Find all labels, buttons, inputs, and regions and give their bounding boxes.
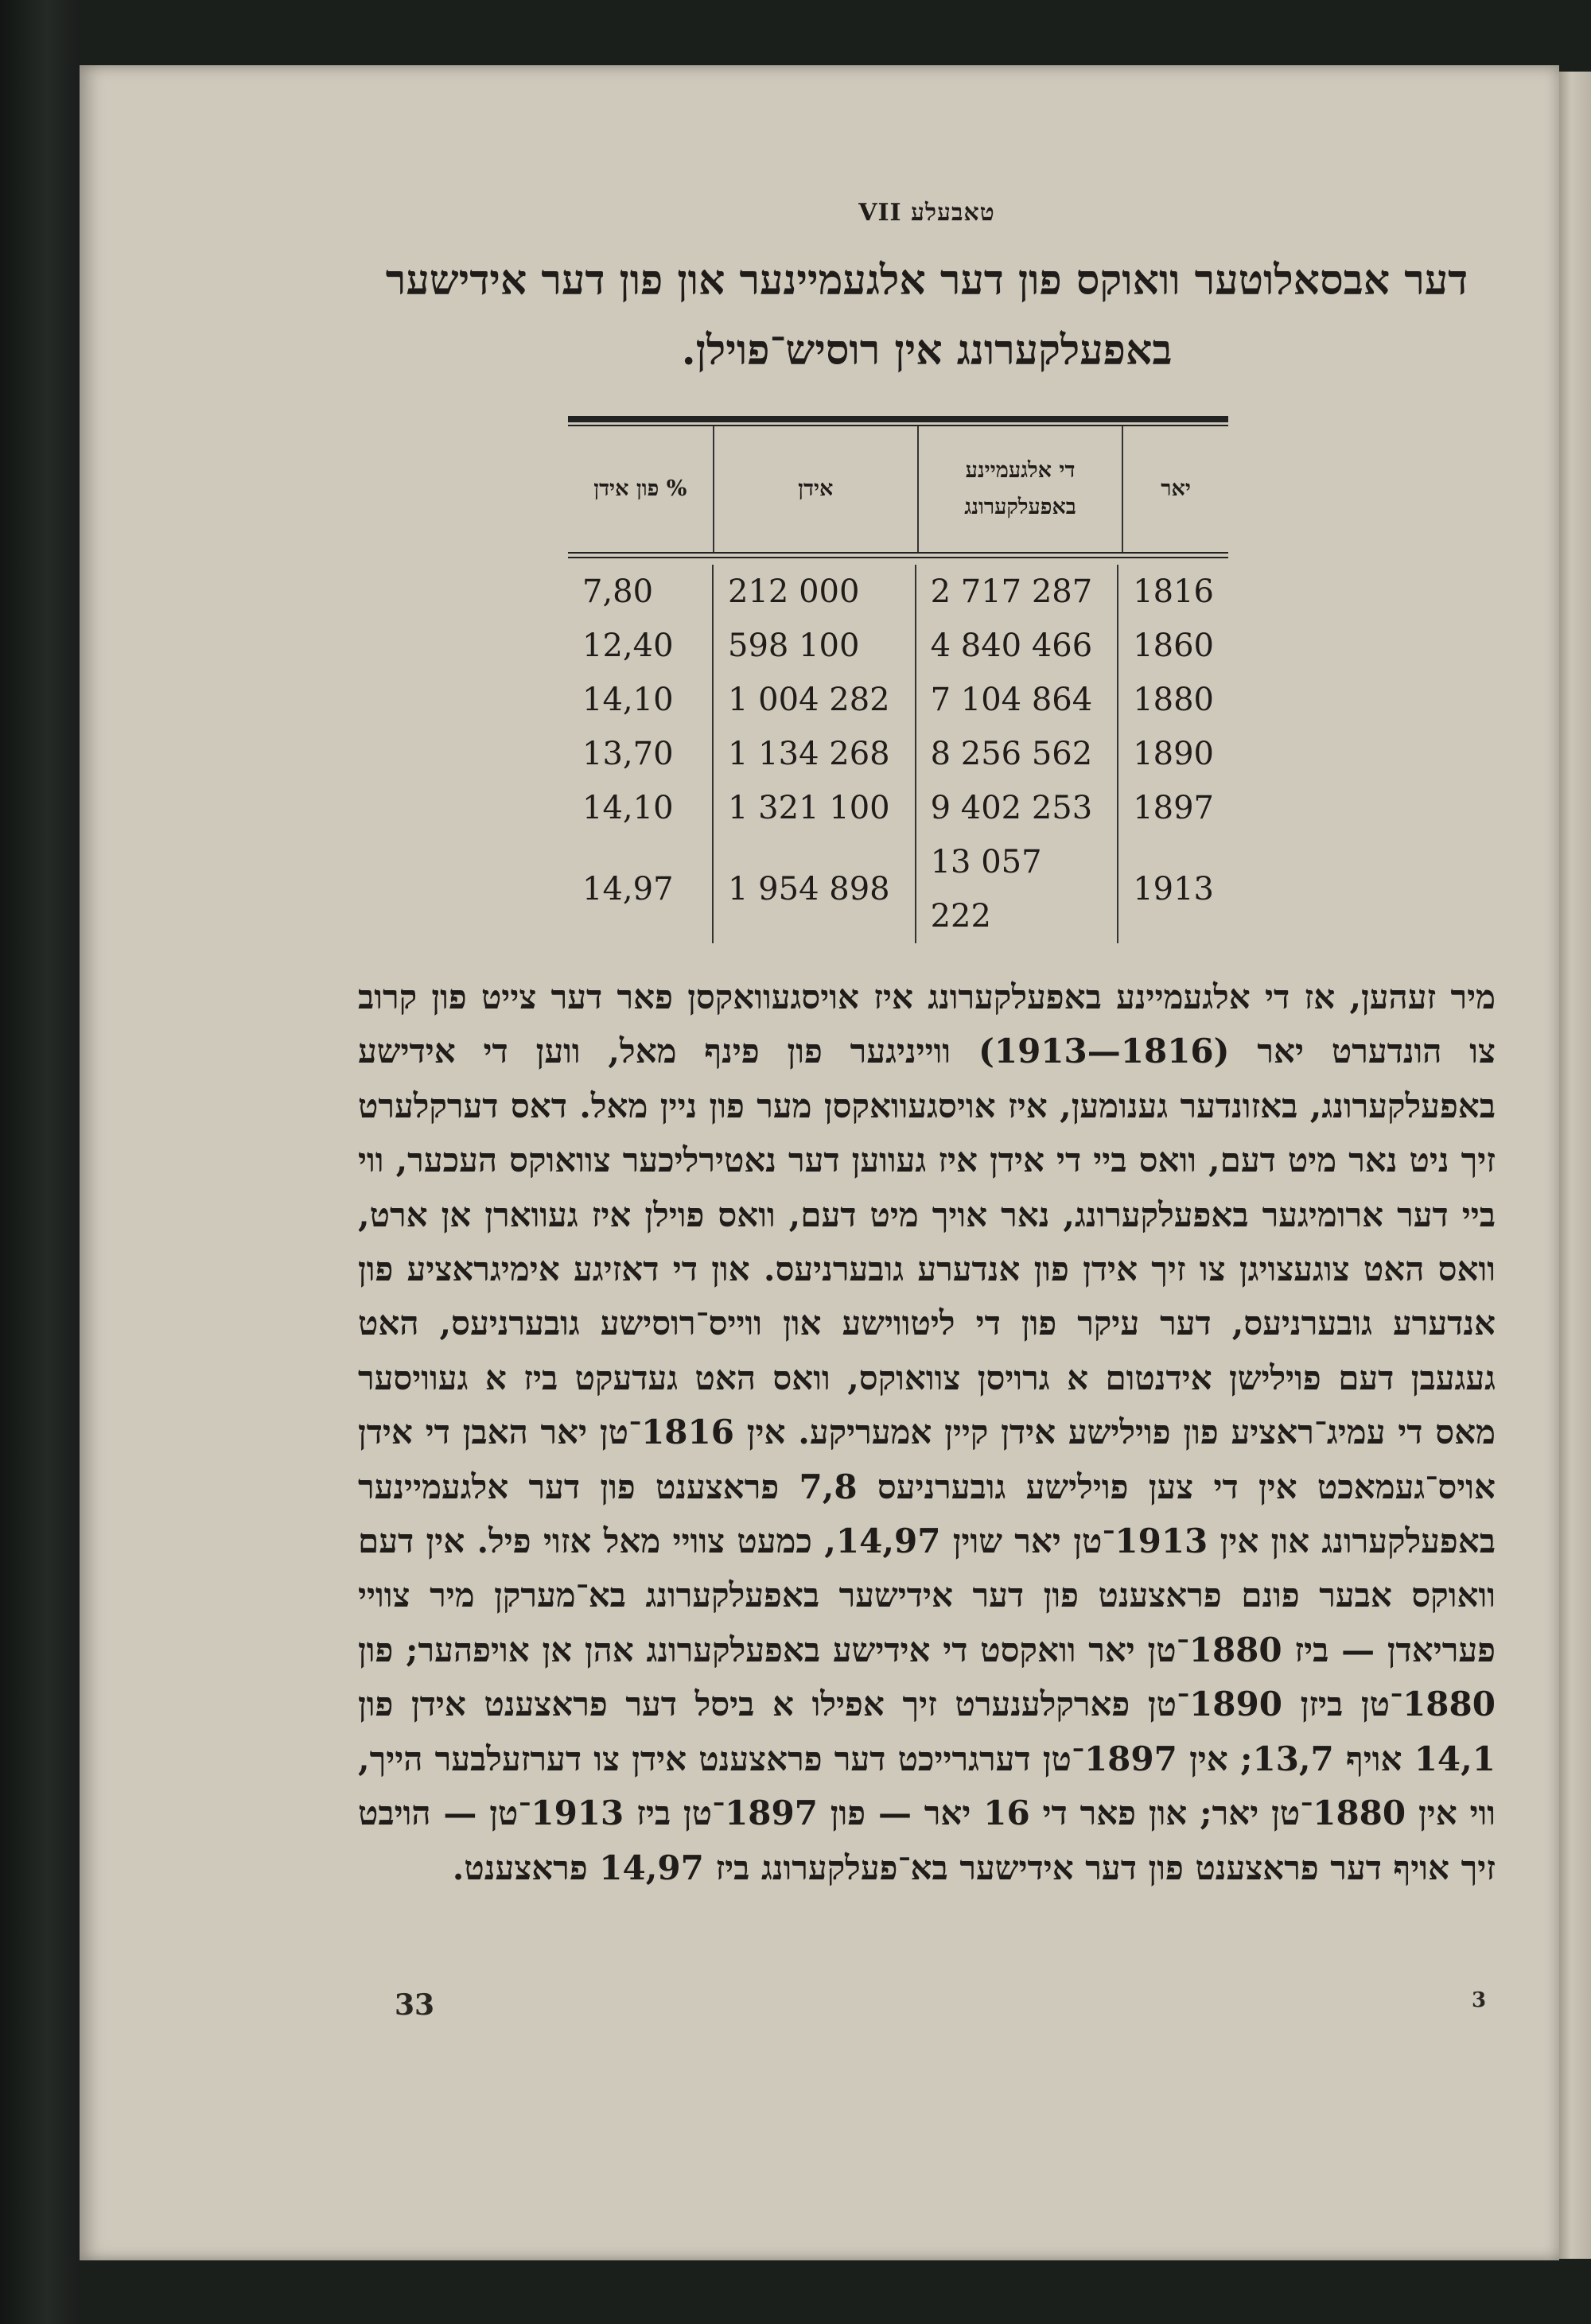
table-label: טאבעלע VII [858, 199, 995, 227]
header-year: יאר [1122, 426, 1228, 552]
header-rule [568, 552, 1228, 554]
table-header-row [568, 426, 1228, 552]
book-cover-edge [0, 0, 80, 2324]
table-row [568, 835, 1228, 943]
cell-year: 1860 [1118, 619, 1228, 673]
cell-percent: 14,97 [582, 871, 674, 907]
statistics-table-wrap [568, 416, 1228, 943]
cell-jews: 212 000 [713, 565, 916, 619]
header-total-population: די אלגעמיינע באפעלקערונג [918, 426, 1122, 552]
cell-total: 7 104 864 [916, 673, 1118, 727]
cell-percent: 7,80 [582, 573, 654, 610]
cell-year: 1897 [1118, 781, 1228, 835]
cell-year: 1913 [1118, 835, 1228, 943]
page-number: 33 [395, 1988, 435, 2022]
table-row [568, 565, 1228, 619]
cell-total: 13 057 222 [916, 835, 1118, 943]
cell-jews: 1 004 282 [713, 673, 916, 727]
table-row [568, 619, 1228, 673]
table-heading: דער אבסאלוטער וואוקס פון דער אלגעמיינער און פון דער אידישער באפעלקערונג אין רוסיש־פוילן. [385, 256, 1468, 375]
cell-total: 9 402 253 [916, 781, 1118, 835]
table-row [568, 781, 1228, 835]
cell-jews: 598 100 [713, 619, 916, 673]
header-jews: אידן [714, 426, 918, 552]
next-page-edge [1558, 72, 1591, 2259]
statistics-table [568, 426, 1228, 552]
cell-total: 8 256 562 [916, 727, 1118, 781]
cell-total: 4 840 466 [916, 619, 1118, 673]
cell-jews: 1 134 268 [713, 727, 916, 781]
cell-year: 1890 [1118, 727, 1228, 781]
cell-percent: 12,40 [582, 628, 674, 664]
page-content [358, 199, 1496, 1895]
cell-percent: 14,10 [582, 790, 674, 826]
statistics-table-body [568, 565, 1228, 943]
cell-year: 1880 [1118, 673, 1228, 727]
cell-percent: 13,70 [582, 736, 674, 772]
cell-percent: 14,10 [582, 682, 674, 718]
header-rule-second [568, 557, 1228, 558]
cell-jews: 1 321 100 [713, 781, 916, 835]
table-top-rule-thick [568, 416, 1228, 422]
header-percent-jews: % פון אידן [593, 476, 687, 501]
cell-year: 1816 [1118, 565, 1228, 619]
table-row [568, 673, 1228, 727]
body-paragraph: מיר זעהען, אז די אלגעמיינע באפעלקערונג איז אויסגעוואקסן פאר דער צייט פון קרוב צו הונדערט יאר (1816—1913) ווייניגער פון פינף מאל, ווען די אידישע באפעלקערונג, באזונדער גענומען, איז אויסגעוואקסן מער פון ניין מאל. דאס דערקלערט זיך ניט נאר מיט דעם, וואס ביי די אידן איז געווען דער נאטירליכער צוואוקס העכער, ווי ביי דער ארומיגער באפעלקערונג, נאר אויך מיט דעם, וואס פוילן איז געווארן אן ארט, וואס האט צוגעצויגן צו זיך אידן פון אנדערע גובערניעס. און די דאזיגע אימיגראציע פון אנדערע גובערניעס, דער עיקר פון די ליטווישע און ווייס־רוסישע גובערניעס, האט געגעבן דעם פוילישן אידנטום א גרויסן צוואוקס, וואס האט געדעקט ביז א געוויסער מאס די עמיג־ראציע פון פוילישע אידן קיין אמעריקע. אין 1816־טן יאר האבן די אידן אויס־געמאכט אין די צען פוילישע גובערניעס 7,8 פראצענט פון דער אלגעמיינער באפעלקערונג און אין 1913־טן יאר שוין 14,97, כמעט צוויי מאל אזוי פיל. אין דעם וואוקס אבער פונם פראצענט פון דער אידישער באפעלקערונג בא־מערקן מיר צוויי פעריאדן — ביז 1880־טן יאר וואקסט די אידישע באפעלקערונג אהן אן אויפהער; פון 1880־טן ביזן 1890־טן פארקלענערט זיך אפילו א ביסל דער פראצענט אידן פון 14,1 אויף 13,7; אין 1897־טן דערגרייכט דער פראצענט אידן צו דערזעלבער הייך, ווי אין 1880־טן יאר; און פאר די 16 יאר — פון 1897־טן ביז 1913־טן — הויבט זיך אויף דער פראצענט פון דער אידישער בא־פעלקערונג ביז 14,97 פראצענט. [358, 977, 1496, 1887]
cell-jews: 1 954 898 [713, 835, 916, 943]
signature-mark: 3 [1472, 1988, 1487, 2012]
cell-total: 2 717 287 [916, 565, 1118, 619]
table-row [568, 727, 1228, 781]
